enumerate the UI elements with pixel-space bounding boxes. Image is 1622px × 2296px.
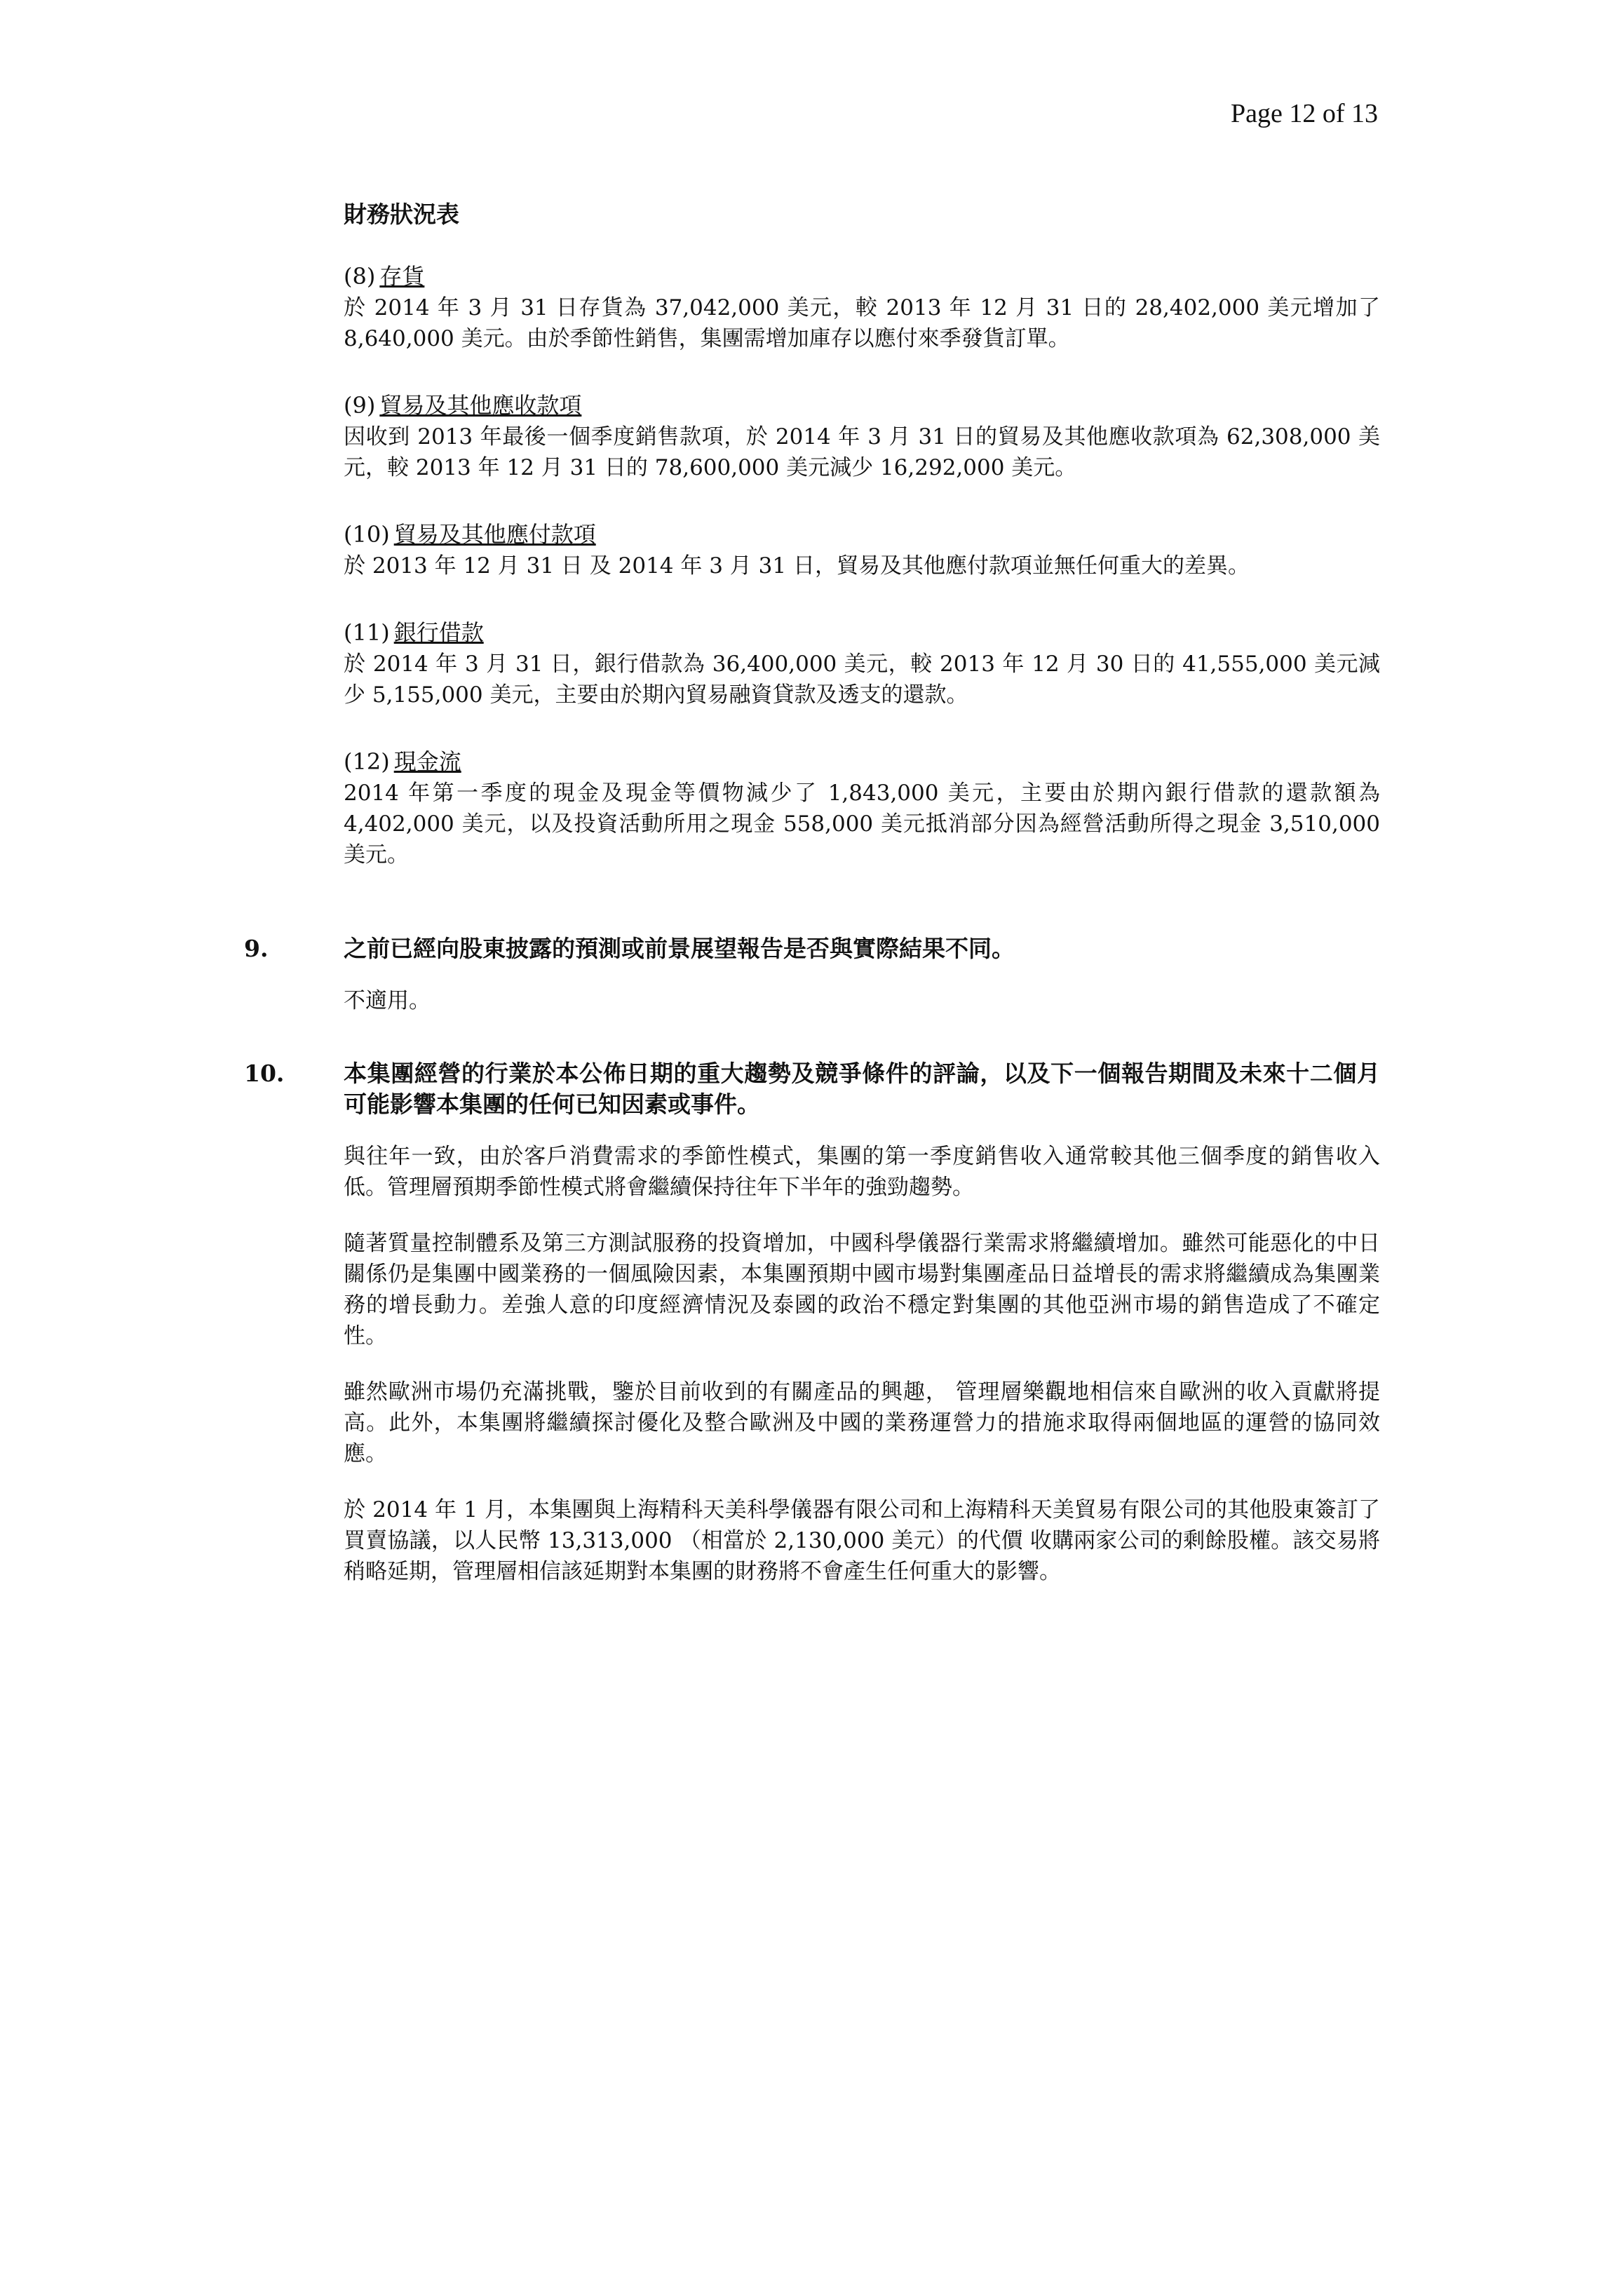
document-body (244, 196, 1380, 1587)
subsection-number: (10) (344, 521, 390, 548)
subsection-bank-borrowings (344, 616, 1380, 710)
section-heading-text: 之前已經向股東披露的預測或前景展望報告是否與實際結果不同。 (344, 935, 1015, 962)
subsection-title: 存貨 (379, 263, 425, 290)
section-9-heading (244, 933, 1380, 964)
subsection-payables (344, 518, 1380, 581)
subsection-title: 銀行借款 (393, 619, 484, 646)
subsection-text: 於 2013 年 12 月 31 日 及 2014 年 3 月 31 日，貿易及其他應付款項並無任何重大的差異。 (344, 553, 1250, 579)
section-10-paragraph: 隨著質量控制體系及第三方測試服務的投資增加，中國科學儀器行業需求將繼續增加。雖然可能惡化的中日關係仍是集團中國業務的一個風險因素，本集團預期中國市場對集團產品日益增長的需求將繼續成為集團業務的增長動力。差強人意的印度經濟情況及泰國的政治不穩定對集團的其他亞洲市場的銷售造成了不確定性。 (344, 1231, 1380, 1349)
section-10-paragraph: 雖然歐洲市場仍充滿挑戰，鑒於目前收到的有關產品的興趣， 管理層樂觀地相信來自歐洲的收入貢獻將提高。此外，本集團將繼續探討優化及整合歐洲及中國的業務運營力的措施求取得兩個地區的運營的協同效應。 (344, 1379, 1380, 1466)
subsection-title: 貿易及其他應付款項 (393, 521, 596, 548)
section-heading-text: 本集團經營的行業於本公佈日期的重大趨勢及競爭條件的評論，以及下一個報告期間及未來十二個月可能影響本集團的任何已知因素或事件。 (344, 1060, 1380, 1118)
section-title-financial-position: 財務狀況表 (344, 201, 459, 228)
subsection-cash-flow (344, 745, 1380, 870)
subsection-title: 貿易及其他應收款項 (379, 392, 582, 419)
section-10-paragraph: 與往年一致，由於客戶消費需求的季節性模式，集團的第一季度銷售收入通常較其他三個季度的銷售收入低。管理層預期季節性模式將會繼續保持往年下半年的強勁趨勢。 (344, 1144, 1380, 1200)
subsection-inventory (344, 260, 1380, 354)
subsection-number: (9) (344, 392, 376, 419)
subsection-heading (344, 518, 1380, 551)
subsection-heading (344, 389, 1380, 421)
subsection-text: 2014 年第一季度的現金及現金等價物減少了 1,843,000 美元，主要由於期內銀行借款的還款額為 4,402,000 美元，以及投資活動所用之現金 558,000 美元抵消部分因為經營活動所得之現金 3,510,000 美元。 (344, 781, 1380, 867)
section-number: 9. (244, 935, 269, 962)
subsection-text: 於 2014 年 3 月 31 日，銀行借款為 36,400,000 美元，較 2013 年 12 月 30 日的 41,555,000 美元減少 5,155,000 美元，主要由於期內貿易融資貸款及透支的還款。 (344, 651, 1380, 708)
subsection-text: 於 2014 年 3 月 31 日存貨為 37,042,000 美元，較 2013 年 12 月 31 日的 28,402,000 美元增加了 8,640,000 美元。由於季節性銷售，集團需增加庫存以應付來季發貨訂單。 (344, 295, 1380, 351)
subsection-heading (344, 745, 1380, 778)
subsection-heading (344, 616, 1380, 649)
section-10-paragraph: 於 2014 年 1 月，本集團與上海精科天美科學儀器有限公司和上海精科天美貿易有限公司的其他股東簽訂了買賣協議，以人民幣 13,313,000 （相當於 2,130,000 美元）的代價 收購兩家公司的剩餘股權。該交易將稍略延期，管理層相信該延期對本集團的財務將不會產生任何重大的影響。 (344, 1497, 1380, 1584)
section-10-heading (244, 1058, 1380, 1120)
page-number: Page 12 of 13 (1230, 99, 1378, 128)
section-number: 10. (244, 1060, 285, 1087)
subsection-number: (11) (344, 619, 390, 646)
subsection-receivables (344, 389, 1380, 483)
subsection-title: 現金流 (393, 748, 461, 775)
subsection-number: (12) (344, 748, 390, 775)
section-9-paragraph: 不適用。 (344, 988, 431, 1013)
subsection-heading (344, 260, 1380, 292)
subsection-number: (8) (344, 263, 376, 290)
subsection-text: 因收到 2013 年最後一個季度銷售款項，於 2014 年 3 月 31 日的貿易及其他應收款項為 62,308,000 美元，較 2013 年 12 月 31 日的 78,600,000 美元減少 16,292,000 美元。 (344, 424, 1380, 480)
